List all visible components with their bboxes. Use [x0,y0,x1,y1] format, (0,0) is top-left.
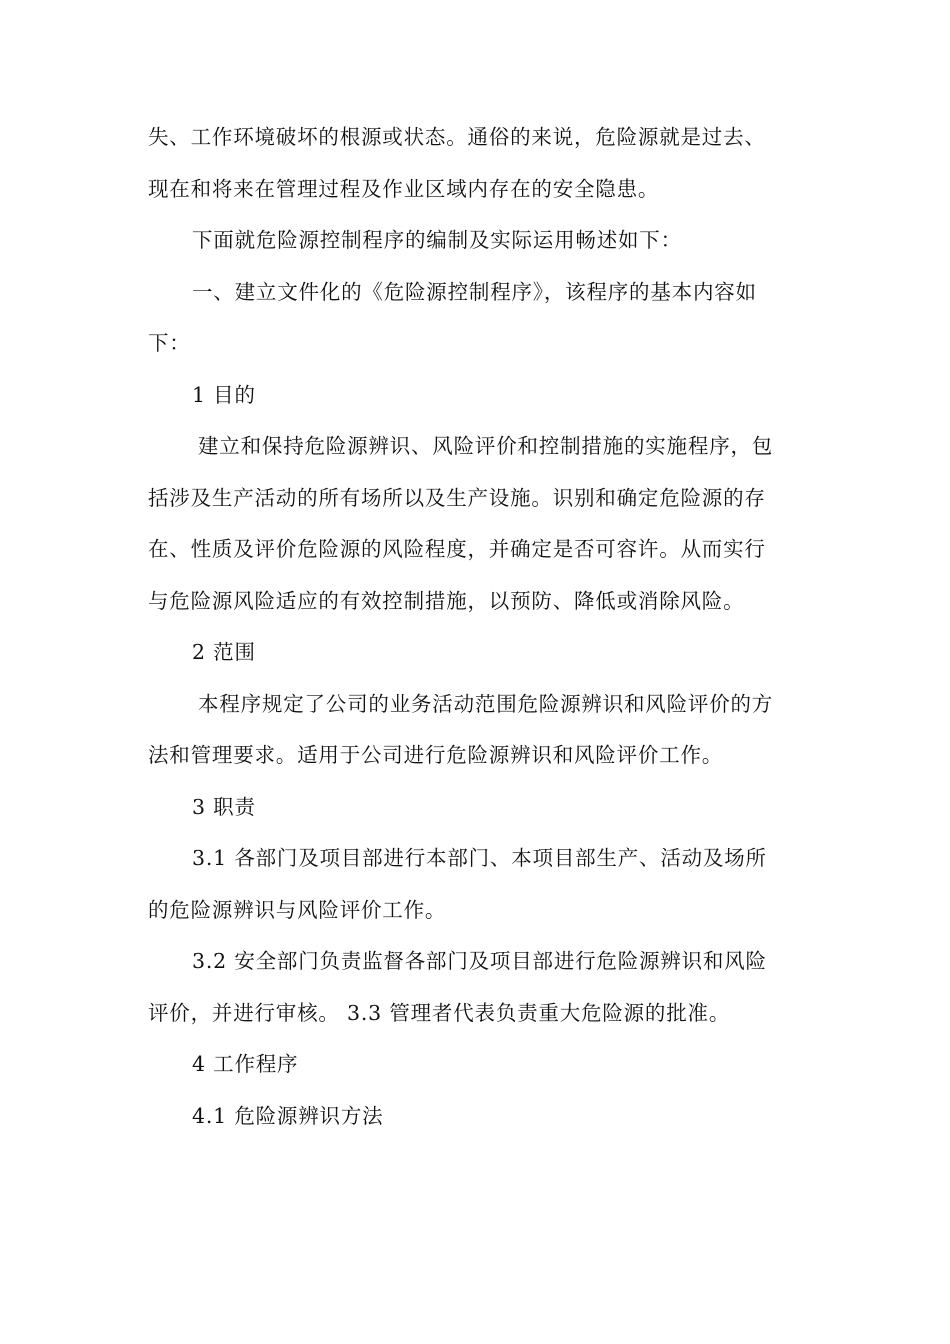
subsection-heading: 4.1 危险源辨识方法 [192,1103,384,1128]
paragraph-line: 一、建立文件化的《危险源控制程序》，该程序的基本内容如 [192,279,757,304]
section-heading: 3 职责 [192,794,256,819]
document-page [148,112,806,1142]
paragraph-line: 在、性质及评价危险源的风险程度，并确定是否可容许。从而实行 [148,537,766,561]
paragraph-line: 3.1 各部门及项目部进行本部门、本项目部生产、活动及场所 [192,846,767,870]
paragraph-line: 下： [148,331,191,355]
paragraph-line: 本程序规定了公司的业务活动范围危险源辨识和风险评价的方 [198,691,774,716]
paragraph-line: 下面就危险源控制程序的编制及实际运用畅述如下： [192,228,682,252]
section-heading: 2 范围 [192,640,256,664]
paragraph-line: 评价，并进行审核。 3.3 管理者代表负责重大危险源的批准。 [148,1000,731,1025]
paragraph-line: 失、工作环境破坏的根源或状态。通俗的来说，危险源就是过去、 [148,125,766,149]
paragraph-line: 法和管理要求。适用于公司进行危险源辨识和风险评价工作。 [148,743,724,767]
paragraph-line: 与危险源风险适应的有效控制措施，以预防、降低或消除风险。 [148,588,745,613]
paragraph-line: 建立和保持危险源辨识、风险评价和控制措施的实施程序，包 [198,434,774,458]
section-heading: 1 目的 [192,382,256,407]
paragraph-line: 现在和将来在管理过程及作业区域内存在的安全隐患。 [148,176,660,201]
paragraph-line: 3.2 安全部门负责监督各部门及项目部进行危险源辨识和风险 [192,949,767,973]
section-heading: 4 工作程序 [192,1052,299,1076]
paragraph-line: 括涉及生产活动的所有场所以及生产设施。识别和确定危险源的存 [148,485,766,510]
paragraph-line: 的危险源辨识与风险评价工作。 [148,897,447,922]
